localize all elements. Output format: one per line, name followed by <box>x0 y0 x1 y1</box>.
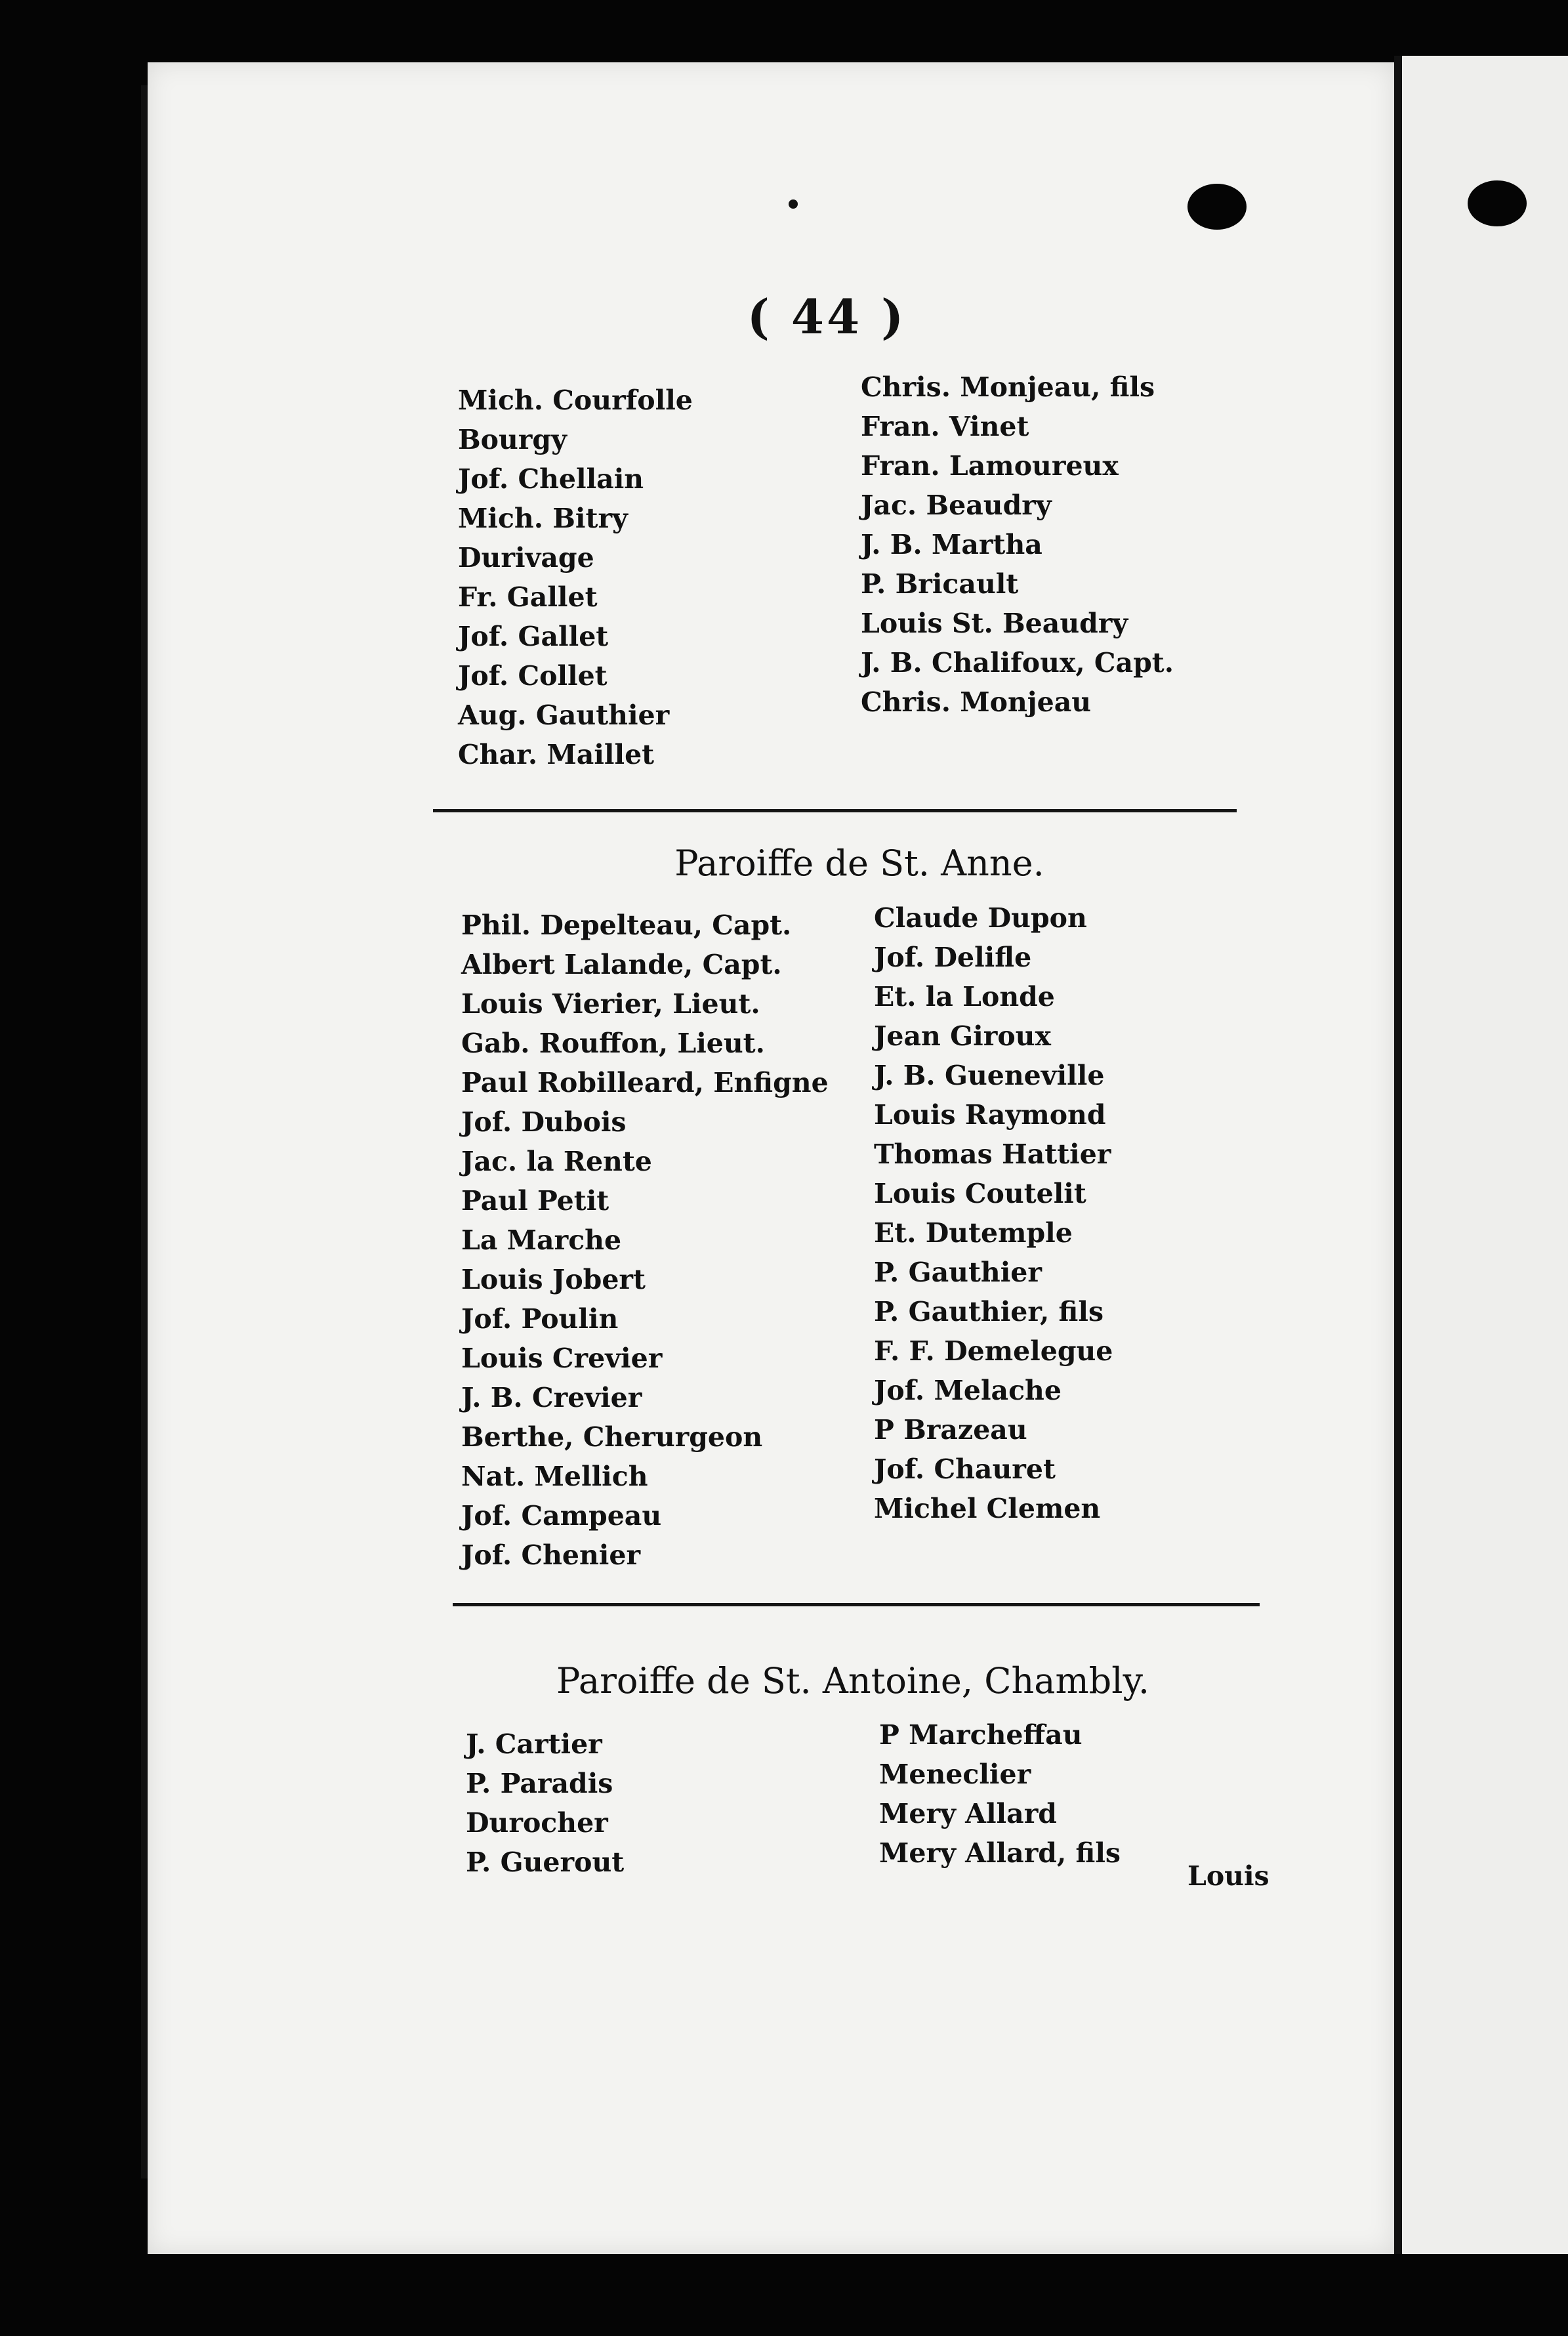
name-entry: Char. Maillet <box>458 739 655 770</box>
name-entry: Jof. Chellain <box>458 463 644 495</box>
catchword: Louis <box>1187 1860 1269 1892</box>
name-entry: Et. la Londe <box>874 981 1055 1012</box>
name-entry: Jof. Dubois <box>461 1106 627 1138</box>
name-entry: Fran. Lamoureux <box>861 450 1119 482</box>
name-entry: J. B. Gueneville <box>874 1060 1105 1091</box>
name-entry: J. Cartier <box>466 1728 602 1760</box>
name-entry: Paul Petit <box>461 1185 609 1217</box>
name-entry: La Marche <box>461 1224 622 1256</box>
name-entry: F. F. Demelegue <box>874 1335 1113 1367</box>
name-entry: Louis Jobert <box>461 1264 646 1295</box>
name-entry: Louis Coutelit <box>874 1178 1086 1209</box>
name-entry: Jac. la Rente <box>461 1146 652 1177</box>
ink-speck <box>789 199 798 209</box>
name-entry: Louis St. Beaudry <box>861 608 1128 639</box>
name-entry: Jof. Gallet <box>458 621 609 652</box>
name-entry: Fr. Gallet <box>458 581 598 613</box>
name-entry: Gab. Rouffon, Lieut. <box>461 1028 765 1059</box>
name-entry: Paul Robilleard, Enfigne <box>461 1067 829 1098</box>
name-entry: J. B. Crevier <box>461 1382 642 1413</box>
section-divider-2 <box>453 1603 1260 1606</box>
section-3-left-column <box>466 1724 624 1882</box>
name-entry: Meneclier <box>879 1759 1031 1790</box>
name-entry: Nat. Mellich <box>461 1461 648 1492</box>
name-entry: Phil. Depelteau, Capt. <box>461 909 792 941</box>
name-entry: Albert Lalande, Capt. <box>461 949 782 980</box>
name-entry: Bourgy <box>458 424 567 455</box>
name-entry: Chris. Monjeau <box>861 686 1092 718</box>
name-entry: Jof. Chenier <box>461 1539 641 1571</box>
name-entry: P. Guerout <box>466 1846 625 1878</box>
section-1-right-column <box>861 367 1174 722</box>
name-entry: Chris. Monjeau, fils <box>861 371 1155 403</box>
name-entry: Louis Raymond <box>874 1099 1106 1131</box>
section-2-left-column <box>461 906 829 1575</box>
name-entry: Mich. Bitry <box>458 503 628 534</box>
name-entry: Durivage <box>458 542 594 574</box>
name-entry: Durocher <box>466 1807 608 1839</box>
name-entry: Et. Dutemple <box>874 1217 1073 1249</box>
section-divider-1 <box>433 809 1237 812</box>
name-entry: Jof. Campeau <box>461 1500 662 1532</box>
name-entry: Jof. Collet <box>458 660 608 692</box>
name-entry: Louis Vierier, Lieut. <box>461 988 760 1020</box>
name-entry: Michel Clemen <box>874 1493 1101 1524</box>
ink-blot <box>1187 184 1247 230</box>
section-3-right-column <box>879 1715 1121 1873</box>
name-entry: Louis Crevier <box>461 1343 663 1374</box>
ink-blot-facing <box>1468 180 1527 226</box>
name-entry: P Marcheffau <box>879 1719 1083 1751</box>
section-2-heading: Paroiffe de St. Anne. <box>674 843 1044 884</box>
facing-page <box>1394 56 1568 2254</box>
page-number: ( 44 ) <box>747 289 907 344</box>
name-entry: J. B. Martha <box>861 529 1042 560</box>
name-entry: Jac. Beaudry <box>861 490 1052 521</box>
name-entry: P Brazeau <box>874 1414 1027 1446</box>
name-entry: Jof. Delifle <box>874 942 1032 973</box>
name-entry: Jof. Poulin <box>461 1303 619 1335</box>
name-entry: Thomas Hattier <box>874 1138 1111 1170</box>
name-entry: Mery Allard <box>879 1798 1057 1829</box>
name-entry: P. Gauthier, fils <box>874 1296 1104 1327</box>
section-1-left-column <box>458 381 693 774</box>
name-entry: P. Bricault <box>861 568 1019 600</box>
section-3-heading: Paroiffe de St. Antoine, Chambly. <box>556 1660 1150 1701</box>
name-entry: Berthe, Cherurgeon <box>461 1421 763 1453</box>
name-entry: Jof. Chauret <box>874 1453 1056 1485</box>
name-entry: P. Paradis <box>466 1768 613 1799</box>
name-entry: J. B. Chalifoux, Capt. <box>861 647 1174 678</box>
name-entry: P. Gauthier <box>874 1257 1042 1288</box>
name-entry: Jean Giroux <box>874 1020 1051 1052</box>
name-entry: Fran. Vinet <box>861 411 1029 442</box>
name-entry: Claude Dupon <box>874 902 1087 934</box>
name-entry: Aug. Gauthier <box>458 699 670 731</box>
section-2-right-column <box>874 898 1113 1528</box>
name-entry: Jof. Melache <box>874 1375 1062 1406</box>
name-entry: Mich. Courfolle <box>458 385 693 416</box>
name-entry: Mery Allard, fils <box>879 1837 1121 1869</box>
